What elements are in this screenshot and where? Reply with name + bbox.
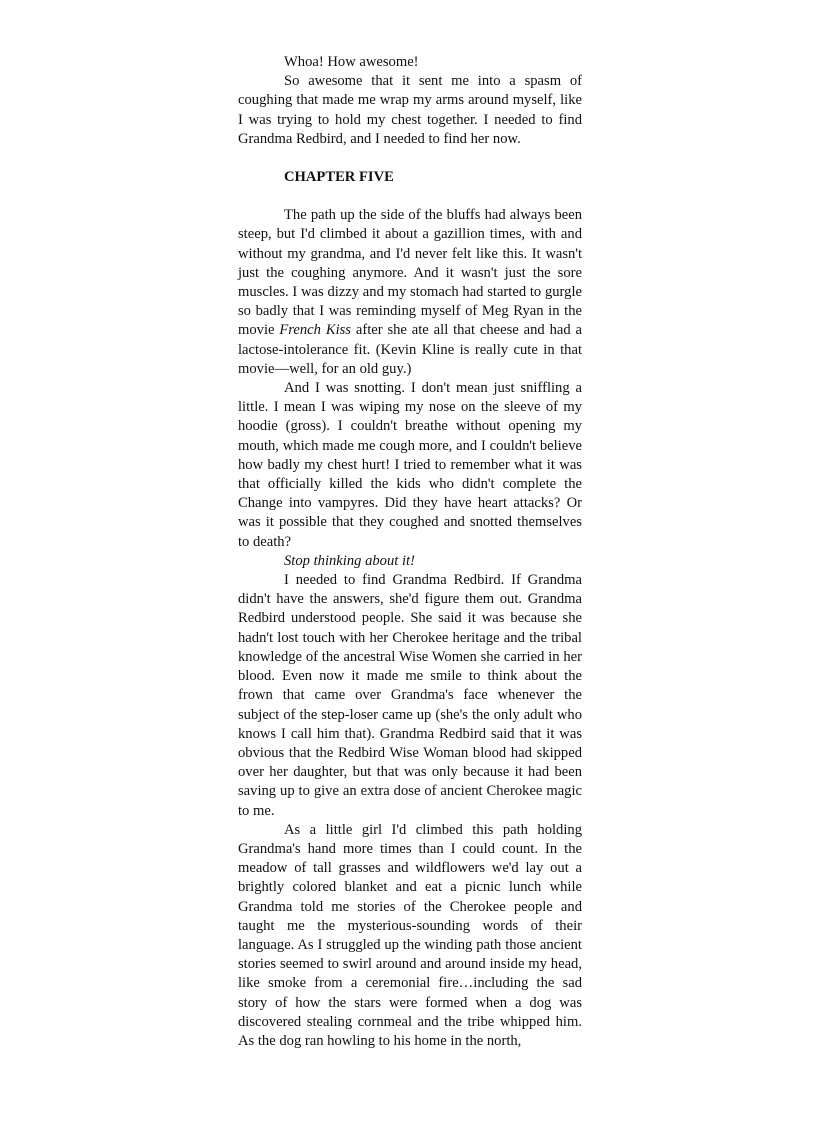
paragraph-coughing-spasm: So awesome that it sent me into a spasm of coughing that made me wrap my arms around myself, like I was trying to hold my chest together. I needed to find Grandma Redbird, and I needed to find her now.: [238, 73, 582, 147]
paragraph-bluffs-text-2: after she ate all that cheese and had a lactose-intolerance fit. (Kevin Kline is really cute in that movie—well, for an old guy.): [238, 322, 582, 377]
paragraph-bluffs-path: [238, 206, 582, 379]
paragraph-stop-thinking: [238, 552, 582, 571]
paragraph-whoa: Whoa! How awesome!: [284, 54, 419, 70]
chapter-heading: CHAPTER FIVE: [284, 169, 394, 186]
paragraph-snotting: And I was snotting. I don't mean just sniffling a little. I mean I was wiping my nose on the sleeve of my hoodie (gross). I couldn't breathe without opening my mouth, which made me cough more, and I couldn't believe how badly my chest hurt! I tried to remember what it was that officially killed the kids who didn't complete the Change into vampyres. Did they have heart attacks? Or was it possible that they coughed and snotted themselves to death?: [238, 380, 582, 550]
stop-thinking-text: Stop thinking about it!: [284, 552, 415, 569]
book-page: [238, 53, 582, 1051]
movie-title: French Kiss: [279, 322, 351, 339]
paragraph-little-girl-path: As a little girl I'd climbed this path holding Grandma's hand more times than I could count. In the meadow of tall grasses and wildflowers we'd lay out a brightly colored blanket and eat a picnic lunch while Grandma told me stories of the Cherokee people and taught me the mysterious-sounding words of their language. As I struggled up the winding path those ancient stories seemed to swirl around and around inside my head, like smoke from a ceremonial fire…including the sad story of how the stars were formed when a dog was discovered stealing cornmeal and the tribe whipped him. As the dog ran howling to his home in the north,: [238, 821, 582, 1049]
paragraph-bluffs-text-1: The path up the side of the bluffs had always been steep, but I'd climbed it about a gazillion times, with and without my grandma, and I'd never felt like this. It wasn't just the coughing anymore. And it wasn't just the sore muscles. I was dizzy and my stomach had started to gurgle so badly that I was reminding myself of Meg Ryan in the movie: [238, 207, 582, 339]
paragraph-grandma-redbird: I needed to find Grandma Redbird. If Grandma didn't have the answers, she'd figure them out. Grandma Redbird understood people. She said it was because she hadn't lost touch with her Cherokee heritage and the tribal knowledge of the ancestral Wise Women she carried in her blood. Even now it made me smile to think about the frown that came over Grandma's face whenever the subject of the step-loser came up (she's the only adult who knows I call him that). Grandma Redbird said that it was obvious that the Redbird Wise Woman blood had skipped over her daughter, but that was only because it had been saving up to give an extra dose of ancient Cherokee magic to me.: [238, 572, 582, 819]
